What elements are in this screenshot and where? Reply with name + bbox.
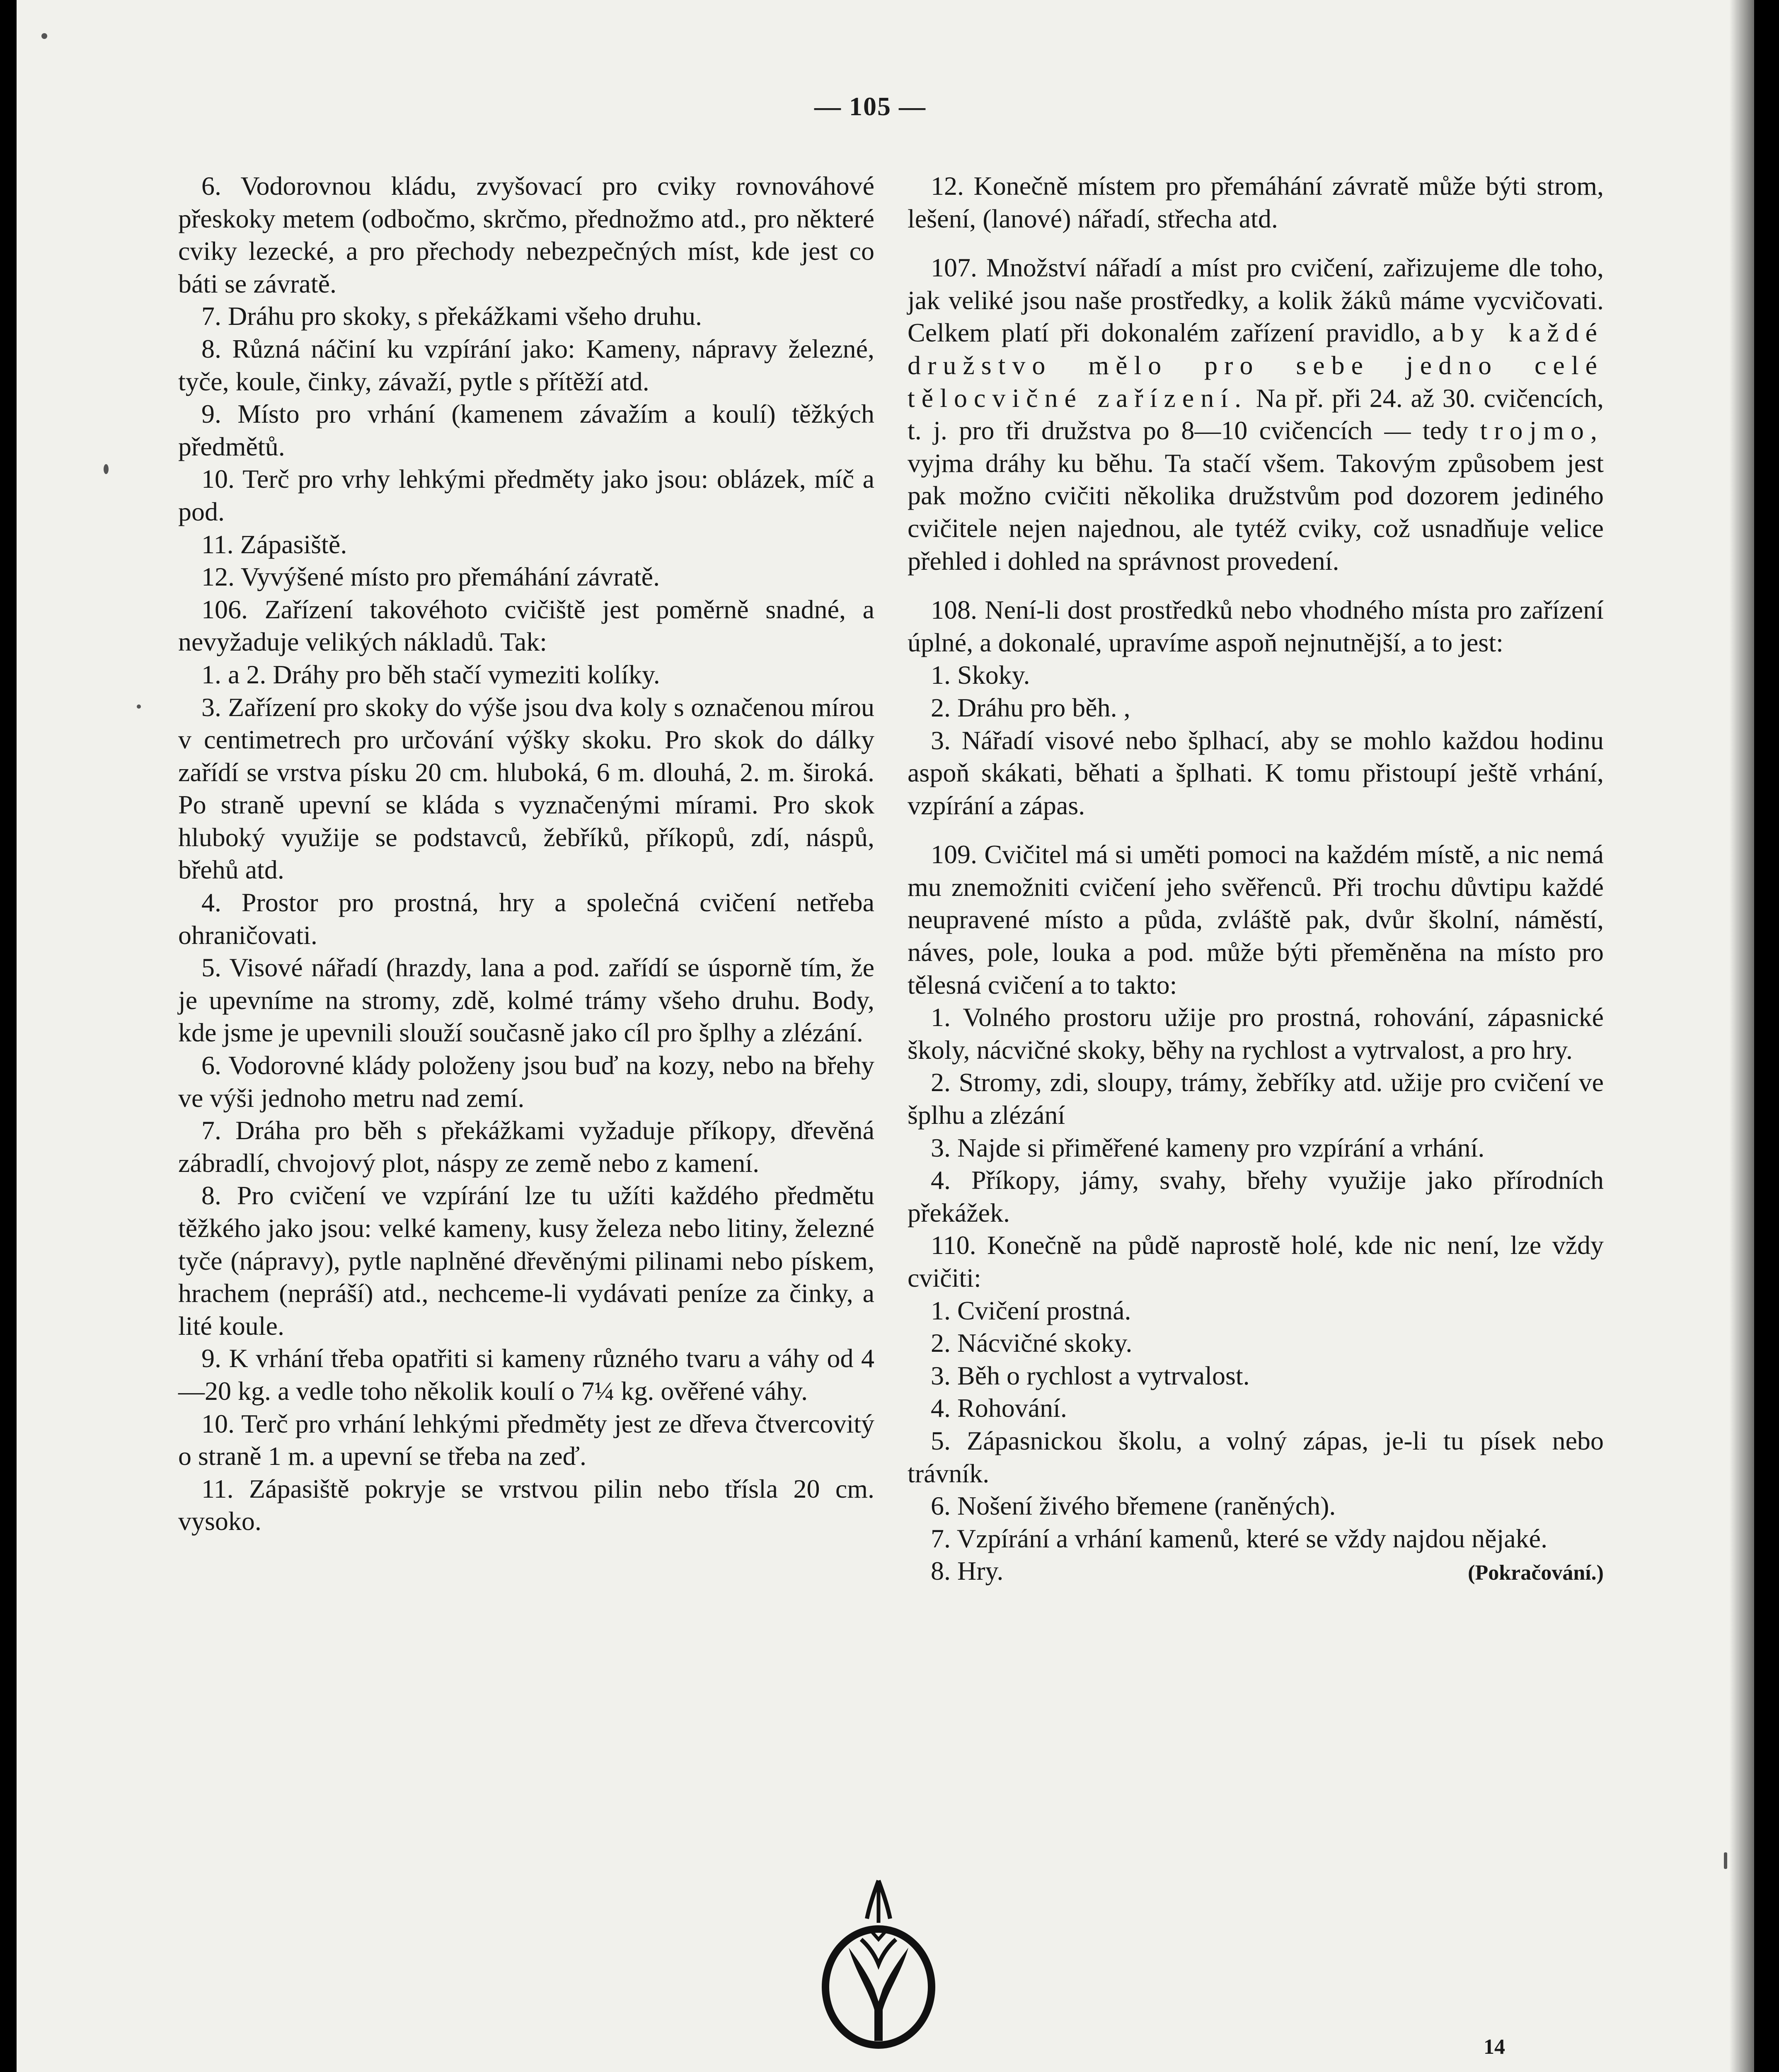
paragraph: 9. K vrhání třeba opatřiti si kameny různého tvaru a váhy od 4—20 kg. a vedle toho několik koulí o 7¼ kg. ověřené váhy.: [178, 1343, 874, 1406]
list-item: 8. Hry.: [931, 1556, 1004, 1586]
list-item: 7. Vzpírání a vrhání kamenů, které se vždy najdou nějaké.: [931, 1523, 1548, 1553]
paragraph: 6. Vodorovnou kládu, zvyšovací pro cviky rovnováhové přeskoky metem (odbočmo, skrčmo, přednožmo atd., pro některé cviky lezecké, a pro přechody nebezpečných míst, kde jest co báti se závratě.: [178, 171, 874, 298]
scan-speck: [104, 464, 109, 474]
list-item: 6. Nošení živého břemene (raněných).: [931, 1491, 1336, 1521]
closing-line: [908, 1555, 1604, 1590]
list-item: 1. Skoky.: [931, 660, 1030, 690]
list-item: 3. Nářadí visové nebo šplhací, aby se mohlo každou hodinu aspoň skákati, běhati a šplhati. K tomu přistoupí ještě vrhání, vzpírání a zápas.: [908, 725, 1604, 820]
paragraph: 106. Zařízení takovéhoto cvičiště jest poměrně snadné, a nevyžaduje velikých nákladů. Tak:: [178, 594, 874, 657]
left-column: [178, 170, 874, 1538]
paragraph: 8. Pro cvičení ve vzpírání lze tu užíti každého předmětu těžkého jako jsou: velké kameny, kusy železa nebo litiny, železné tyče (nápravy), pytle naplněné dřevěnými pilinami nebo pískem, hrachem (nepráší) atd., nechceme-li vydávati peníze za činky, a lité koule.: [178, 1181, 874, 1341]
scan-speck: [137, 704, 141, 709]
paragraph-107-part: Na př. při 24. až 30. cvičencích, t. j. pro tři družstva po 8—10 cvičencích — tedy: [908, 383, 1604, 445]
list-item: 2. Dráhu pro běh. ,: [931, 692, 1130, 722]
paragraph-107: [908, 252, 1604, 577]
list-item: 2. Nácvičné skoky.: [931, 1328, 1133, 1358]
paragraph-108: 108. Není-li dost prostředků nebo vhodného místa pro zařízení úplné, a dokonalé, upravíme aspoň nejnutnější, a to jest:: [908, 595, 1604, 657]
ornamental-v-emblem-icon: [816, 1877, 941, 2051]
signature-mark: 14: [1484, 2035, 1505, 2059]
paragraph: 7. Dráha pro běh s překážkami vyžaduje příkopy, dřevěná zábradlí, chvojový plot, náspy ze země nebo z kamení.: [178, 1116, 874, 1178]
paragraph: 11. Zápasiště.: [201, 529, 347, 559]
paragraph: 10. Terč pro vrhy lehkými předměty jako jsou: oblázek, míč a pod.: [178, 464, 874, 526]
list-item: 1. Volného prostoru užije pro prostná, rohování, zápasnické školy, nácvičné skoky, běhy na rychlost a vytrvalost, a pro hry.: [908, 1002, 1604, 1065]
paragraph: 5. Visové nářadí (hrazdy, lana a pod. zařídí se úsporně tím, že je upevníme na stromy, zdě, kolmé trámy všeho druhu. Body, kde jsme je upevnili slouží současně jako cíl pro šplhy a zlézání.: [178, 953, 874, 1048]
scan-edge-shadow: [1729, 0, 1754, 2072]
paragraph: 10. Terč pro vrhání lehkými předměty jest ze dřeva čtvercovitý o straně 1 m. a upevní se třeba na zeď.: [178, 1409, 874, 1471]
paragraph: 9. Místo pro vrhání (kamenem závažím a koulí) těžkých předmětů.: [178, 399, 874, 461]
list-item: 3. Běh o rychlost a vytrvalost.: [931, 1360, 1250, 1390]
list-item: 1. Cvičení prostná.: [931, 1295, 1131, 1325]
emphasized-text: trojmo,: [1480, 416, 1604, 445]
scan-speck: [1724, 1852, 1727, 1869]
paragraph: 3. Zařízení pro skoky do výše jsou dva koly s označenou mírou v centimetrech pro určování výšky skoku. Pro skok do dálky zařídí se vrstva písku 20 cm. hluboká, 6 m. dlouhá, 2. m. široká. Po straně upevní se kláda s vyznačenými mírami. Pro skok hluboký využije se podstavců, žebříků, příkopů, zdí, náspů, břehů atd.: [178, 692, 874, 885]
paragraph: 6. Vodorovné klády položeny jsou buď na kozy, nebo na břehy ve výši jednoho metru nad zemí.: [178, 1051, 874, 1113]
paragraph-12: 12. Konečně místem pro přemáhání závratě může býti strom, lešení, (lanové) nářadí, střecha atd.: [908, 171, 1604, 233]
page-number: — 105 —: [814, 92, 926, 121]
paragraph-110: 110. Konečně na půdě naprostě holé, kde nic není, lze vždy cvičiti:: [908, 1230, 1604, 1293]
continuation-note: (Pokračování.): [1468, 1561, 1604, 1585]
paragraph-107-part: 107. Množství nářadí a míst pro cvičení, zařizujeme dle toho, jak veliké jsou naše prostředky, a kolik žáků máme vycvičovati. Celkem platí při dokonalém zařízení pravidlo,: [908, 253, 1604, 348]
paragraph: 8. Různá náčiní ku vzpírání jako: Kameny, nápravy železné, tyče, koule, činky, závaží, pytle s přítěží atd.: [178, 334, 874, 396]
paragraph: 12. Vyvýšené místo pro přemáhání závratě.: [201, 562, 660, 592]
paragraph-107-part: vyjma dráhy ku běhu. Ta stačí všem. Takovým způsobem jest pak možno cvičiti několika družstvům pod dozorem jediného cvičitele nejen najednou, ale tytéž cviky, což usnadňuje velice přehled i dohled na správnost provedení.: [908, 448, 1604, 576]
scan-speck: [41, 33, 47, 39]
paragraph: 4. Prostor pro prostná, hry a společná cvičení netřeba ohraničovati.: [178, 888, 874, 950]
list-item: 2. Stromy, zdi, sloupy, trámy, žebříky atd. užije pro cvičení ve šplhu a zlézání: [908, 1067, 1604, 1130]
list-item: 4. Rohování.: [931, 1393, 1067, 1423]
paragraph-109: 109. Cvičitel má si uměti pomoci na každém místě, a nic nemá mu znemožniti cvičení jeho svěřenců. Při trochu důvtipu každé neupravené místo a půda, zvláště pak, dvůr školní, náměstí, náves, pole, louka a pod. může býti přeměněna na místo pro tělesná cvičení a to takto:: [908, 840, 1604, 1000]
list-item: 3. Najde si přiměřené kameny pro vzpírání a vrhání.: [931, 1133, 1485, 1162]
list-item: 5. Zápasnickou školu, a volný zápas, je-li tu písek nebo trávník.: [908, 1426, 1604, 1488]
scanned-page: [17, 0, 1754, 2072]
list-item: 4. Příkopy, jámy, svahy, břehy využije jako přírodních překážek.: [908, 1165, 1604, 1227]
emphasized-text: aby každé družstvo mělo pro sebe jedno celé tělocvičné zařízení.: [908, 318, 1604, 413]
right-column: [908, 170, 1604, 1590]
paragraph: 7. Dráhu pro skoky, s překážkami všeho druhu.: [201, 301, 702, 331]
paragraph: 11. Zápasiště pokryje se vrstvou pilin nebo třísla 20 cm. vysoko.: [178, 1474, 874, 1536]
paragraph: 1. a 2. Dráhy pro běh stačí vymeziti kolíky.: [201, 659, 660, 689]
